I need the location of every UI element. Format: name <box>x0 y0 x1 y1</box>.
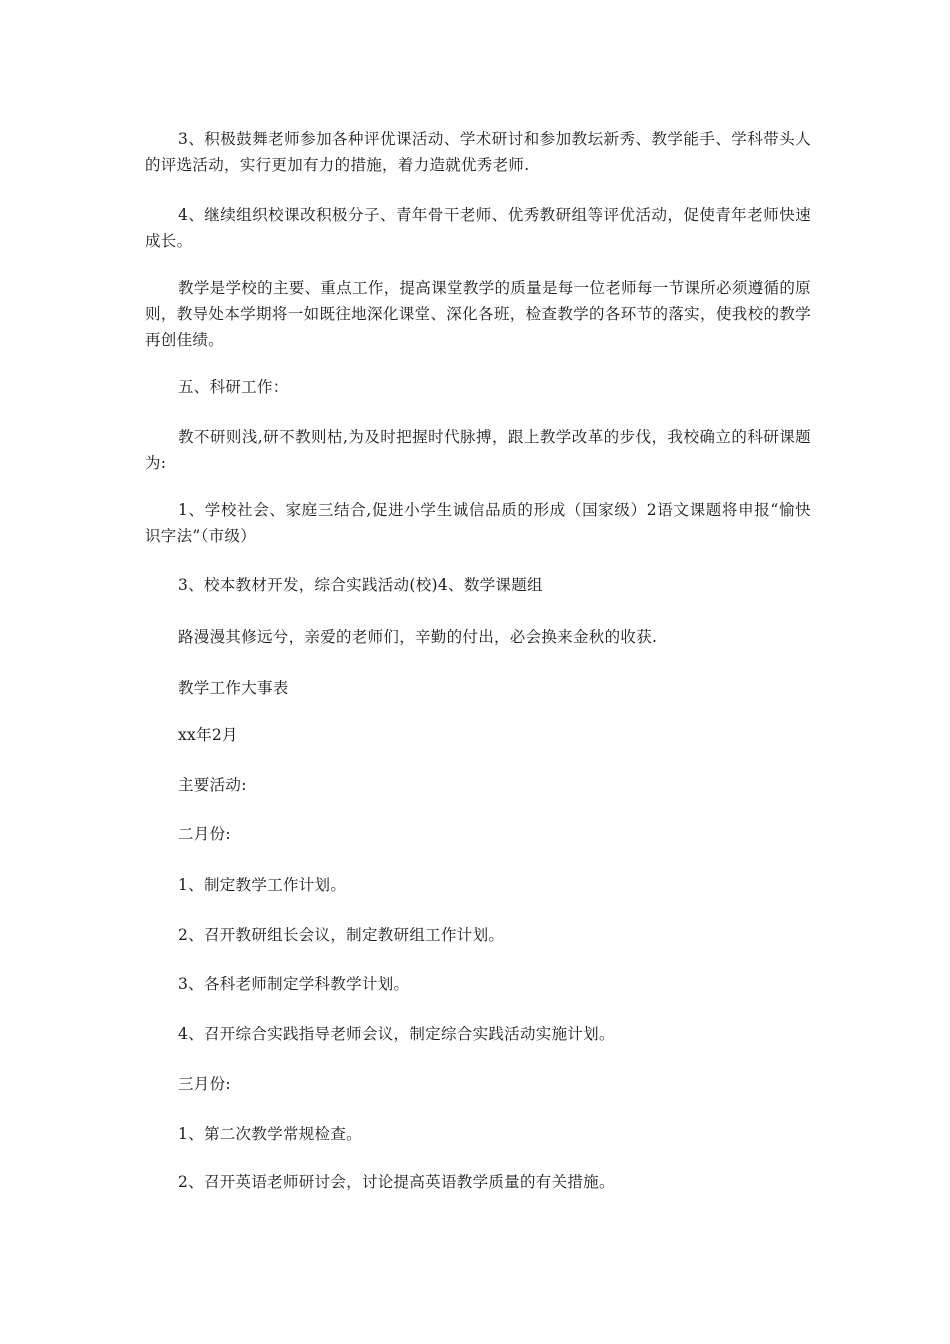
list-item-feb-1: 1、制定教学工作计划。 <box>178 876 347 894</box>
list-item-feb-2: 2、召开教研组长会议，制定教研组工作计划。 <box>178 926 505 944</box>
month-heading-march: 三月份: <box>178 1075 231 1093</box>
paragraph-teacher-evaluation: 3、积极鼓舞老师参加各种评优课活动、学术研讨和参加教坛新秀、教学能手、学科带头人的评选活动，实行更加有力的措施，着力造就优秀老师. <box>145 130 811 174</box>
main-activities-label: 主要活动: <box>178 776 247 794</box>
paragraph-research-intro: 教不研则浅,研不教则枯,为及时把握时代脉搏，跟上教学改革的步伐，我校确立的科研课题为: <box>145 428 811 472</box>
paragraph-research-topics-3-4: 3、校本教材开发，综合实践活动(校)4、数学课题组 <box>178 576 543 594</box>
paragraph-reform-awards: 4、继续组织校课改积极分子、青年骨干老师、优秀教研组等评优活动，促使青年老师快速成长。 <box>145 206 811 250</box>
section-heading-research: 五、科研工作： <box>178 378 289 396</box>
paragraph-closing-remark: 路漫漫其修远兮，亲爱的老师们，辛勤的付出，必会换来金秋的收获. <box>178 628 658 646</box>
list-item-feb-3: 3、各科老师制定学科教学计划。 <box>178 975 410 993</box>
list-item-mar-1: 1、第二次教学常规检查。 <box>178 1125 362 1143</box>
paragraph-research-topics-1-2: 1、学校社会、家庭三结合,促进小学生诚信品质的形成（国家级）2语文课题将申报“愉快识字法”（市级） <box>145 501 811 545</box>
list-item-feb-4: 4、召开综合实践指导老师会议，制定综合实践活动实施计划。 <box>178 1025 615 1043</box>
paragraph-teaching-principle: 教学是学校的主要、重点工作，提高课堂教学的质量是每一位老师每一节课所必须遵循的原则，教导处本学期将一如既往地深化课堂、深化各班，检查教学的各环节的落实，使我校的教学再创佳绩。 <box>145 279 811 349</box>
schedule-title: 教学工作大事表 <box>178 679 289 697</box>
schedule-date: xx年2月 <box>178 726 238 744</box>
month-heading-february: 二月份: <box>178 825 231 843</box>
list-item-mar-2: 2、召开英语老师研讨会，讨论提高英语教学质量的有关措施。 <box>178 1173 615 1191</box>
